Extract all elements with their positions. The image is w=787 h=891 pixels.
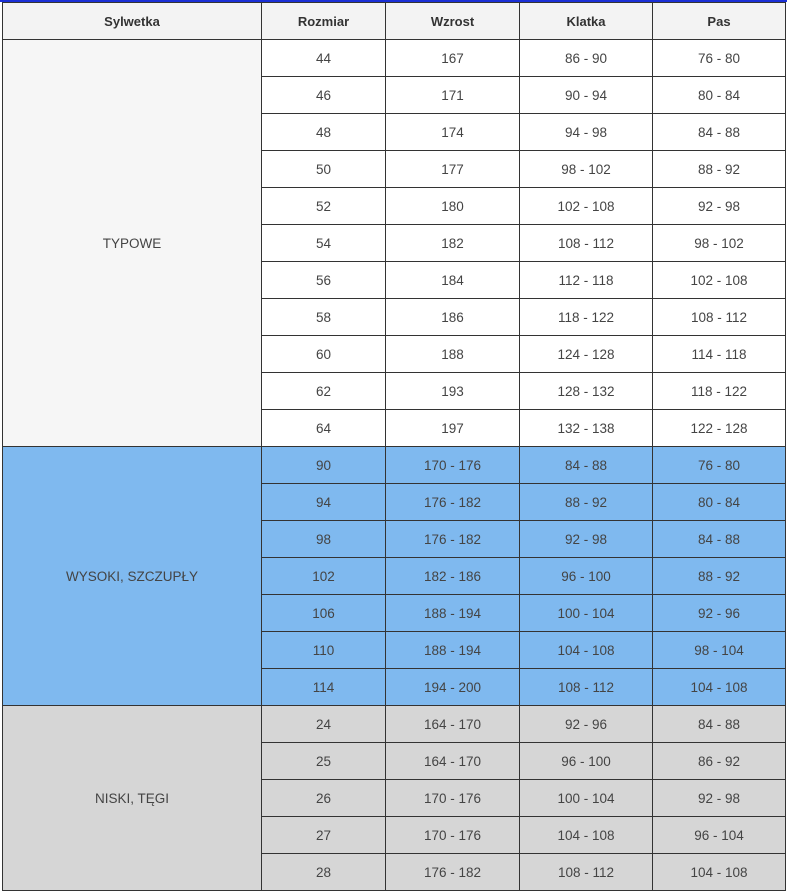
pas-cell: 98 - 104 <box>653 632 786 669</box>
klatka-cell: 96 - 100 <box>520 743 653 780</box>
rozmiar-cell: 98 <box>262 521 386 558</box>
wzrost-cell: 176 - 182 <box>386 521 520 558</box>
pas-cell: 84 - 88 <box>653 521 786 558</box>
pas-cell: 122 - 128 <box>653 410 786 447</box>
rozmiar-cell: 26 <box>262 780 386 817</box>
pas-cell: 102 - 108 <box>653 262 786 299</box>
rozmiar-cell: 28 <box>262 854 386 891</box>
klatka-cell: 112 - 118 <box>520 262 653 299</box>
table-row <box>3 706 786 743</box>
rozmiar-cell: 58 <box>262 299 386 336</box>
wzrost-cell: 177 <box>386 151 520 188</box>
klatka-cell: 84 - 88 <box>520 447 653 484</box>
table-row <box>3 447 786 484</box>
rozmiar-cell: 90 <box>262 447 386 484</box>
pas-cell: 92 - 98 <box>653 780 786 817</box>
wzrost-cell: 170 - 176 <box>386 780 520 817</box>
wzrost-cell: 170 - 176 <box>386 817 520 854</box>
klatka-cell: 108 - 112 <box>520 225 653 262</box>
rozmiar-cell: 114 <box>262 669 386 706</box>
table-body <box>3 40 786 891</box>
wzrost-cell: 182 <box>386 225 520 262</box>
table-header <box>3 3 786 40</box>
wzrost-cell: 167 <box>386 40 520 77</box>
rozmiar-cell: 24 <box>262 706 386 743</box>
rozmiar-cell: 50 <box>262 151 386 188</box>
table-row <box>3 40 786 77</box>
pas-cell: 96 - 104 <box>653 817 786 854</box>
wzrost-cell: 186 <box>386 299 520 336</box>
wzrost-cell: 182 - 186 <box>386 558 520 595</box>
rozmiar-cell: 62 <box>262 373 386 410</box>
size-chart-table <box>2 2 786 891</box>
klatka-cell: 132 - 138 <box>520 410 653 447</box>
wzrost-cell: 184 <box>386 262 520 299</box>
wzrost-cell: 188 <box>386 336 520 373</box>
pas-cell: 104 - 108 <box>653 854 786 891</box>
wzrost-cell: 193 <box>386 373 520 410</box>
header-klatka: Klatka <box>520 3 653 40</box>
pas-cell: 80 - 84 <box>653 77 786 114</box>
pas-cell: 104 - 108 <box>653 669 786 706</box>
header-row <box>3 3 786 40</box>
sylwetka-cell: WYSOKI, SZCZUPŁY <box>3 447 262 706</box>
rozmiar-cell: 44 <box>262 40 386 77</box>
klatka-cell: 98 - 102 <box>520 151 653 188</box>
header-pas: Pas <box>653 3 786 40</box>
klatka-cell: 92 - 98 <box>520 521 653 558</box>
sylwetka-cell: NISKI, TĘGI <box>3 706 262 891</box>
klatka-cell: 94 - 98 <box>520 114 653 151</box>
rozmiar-cell: 106 <box>262 595 386 632</box>
pas-cell: 92 - 98 <box>653 188 786 225</box>
klatka-cell: 104 - 108 <box>520 632 653 669</box>
rozmiar-cell: 94 <box>262 484 386 521</box>
wzrost-cell: 174 <box>386 114 520 151</box>
wzrost-cell: 164 - 170 <box>386 706 520 743</box>
klatka-cell: 108 - 112 <box>520 854 653 891</box>
wzrost-cell: 188 - 194 <box>386 632 520 669</box>
pas-cell: 88 - 92 <box>653 151 786 188</box>
rozmiar-cell: 48 <box>262 114 386 151</box>
pas-cell: 76 - 80 <box>653 40 786 77</box>
wzrost-cell: 180 <box>386 188 520 225</box>
wzrost-cell: 164 - 170 <box>386 743 520 780</box>
klatka-cell: 118 - 122 <box>520 299 653 336</box>
wzrost-cell: 170 - 176 <box>386 447 520 484</box>
klatka-cell: 128 - 132 <box>520 373 653 410</box>
wzrost-cell: 176 - 182 <box>386 854 520 891</box>
pas-cell: 86 - 92 <box>653 743 786 780</box>
wzrost-cell: 194 - 200 <box>386 669 520 706</box>
pas-cell: 92 - 96 <box>653 595 786 632</box>
rozmiar-cell: 46 <box>262 77 386 114</box>
klatka-cell: 96 - 100 <box>520 558 653 595</box>
wzrost-cell: 188 - 194 <box>386 595 520 632</box>
klatka-cell: 100 - 104 <box>520 595 653 632</box>
rozmiar-cell: 52 <box>262 188 386 225</box>
pas-cell: 88 - 92 <box>653 558 786 595</box>
pas-cell: 84 - 88 <box>653 114 786 151</box>
rozmiar-cell: 27 <box>262 817 386 854</box>
klatka-cell: 86 - 90 <box>520 40 653 77</box>
wzrost-cell: 176 - 182 <box>386 484 520 521</box>
klatka-cell: 124 - 128 <box>520 336 653 373</box>
header-wzrost: Wzrost <box>386 3 520 40</box>
sylwetka-cell: TYPOWE <box>3 40 262 447</box>
pas-cell: 80 - 84 <box>653 484 786 521</box>
klatka-cell: 92 - 96 <box>520 706 653 743</box>
wzrost-cell: 197 <box>386 410 520 447</box>
rozmiar-cell: 60 <box>262 336 386 373</box>
rozmiar-cell: 56 <box>262 262 386 299</box>
rozmiar-cell: 25 <box>262 743 386 780</box>
klatka-cell: 108 - 112 <box>520 669 653 706</box>
klatka-cell: 90 - 94 <box>520 77 653 114</box>
rozmiar-cell: 110 <box>262 632 386 669</box>
pas-cell: 108 - 112 <box>653 299 786 336</box>
rozmiar-cell: 102 <box>262 558 386 595</box>
pas-cell: 84 - 88 <box>653 706 786 743</box>
pas-cell: 114 - 118 <box>653 336 786 373</box>
klatka-cell: 100 - 104 <box>520 780 653 817</box>
wzrost-cell: 171 <box>386 77 520 114</box>
pas-cell: 118 - 122 <box>653 373 786 410</box>
header-sylwetka: Sylwetka <box>3 3 262 40</box>
pas-cell: 98 - 102 <box>653 225 786 262</box>
pas-cell: 76 - 80 <box>653 447 786 484</box>
rozmiar-cell: 54 <box>262 225 386 262</box>
klatka-cell: 102 - 108 <box>520 188 653 225</box>
klatka-cell: 104 - 108 <box>520 817 653 854</box>
rozmiar-cell: 64 <box>262 410 386 447</box>
klatka-cell: 88 - 92 <box>520 484 653 521</box>
header-rozmiar: Rozmiar <box>262 3 386 40</box>
